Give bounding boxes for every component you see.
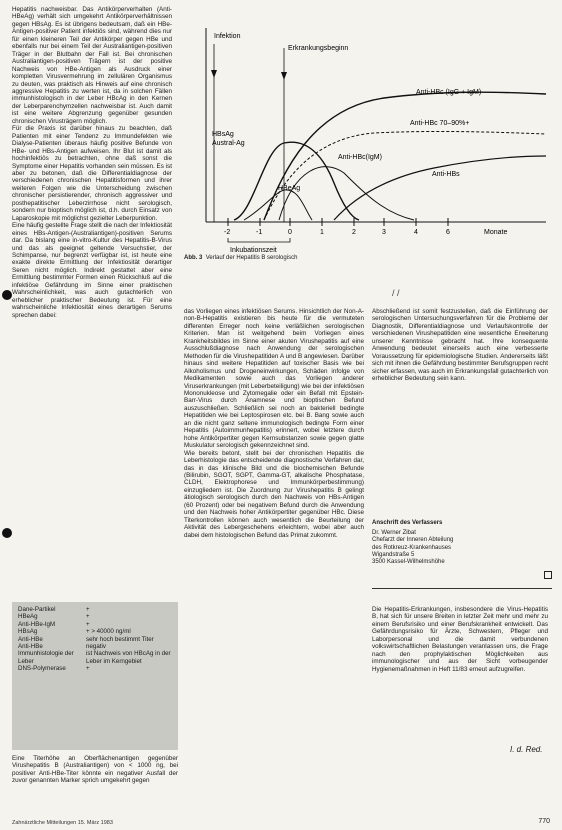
table-value: negativ <box>86 643 106 651</box>
paragraph: Hepatitis nachweisbar. Das Antikörperverhalten (Anti-HBeAg) verhält sich umgekehrt Antikörperverhältnissen gegen HBsAg. Es ist übrigens bedeutsam, daß ein HBe-Antigen-positiver Patient infektiös sind, während dies nur für einen kleineren Teil der Antikörper gegen HBe und ebenfalls nur bei einem Teil der Australiantigen-positiven Träger in der Blutbahn der Fall ist. Bei chronischen Australiantigen-positiven Trägern ist der positive Nachweis von HBe-Antigen als Ausdruck einer kompletten Virusvermehrung im zellulären Organismus zu deuten, was praktisch als Hinweis auf eine chronisch aggressive Hepatitis zu werten ist, da in solchen Fällen immunhistologisch in der Leber HBcAg in den Kernen der Leberparenchymzellen nachweisbar ist. Auch damit ist eine weitere Abgrenzung gegenüber gesunden chronischen Virusträgern möglich. <box>12 6 172 125</box>
divider <box>372 588 552 589</box>
author-line: Wigandstraße 5 <box>372 551 415 558</box>
anti-hbc-igm-curve <box>279 167 414 220</box>
table-key: Anti-HBe-IgM <box>18 620 56 628</box>
hbeag-curve <box>244 190 312 220</box>
label-erkrankungsbeginn: Erkrankungsbeginn <box>288 45 349 52</box>
caption-text: Verlauf der Hepatitis B serologisch <box>205 255 298 261</box>
table-row <box>12 621 178 628</box>
table-value: + <box>86 620 90 628</box>
table-key: Anti-HBe <box>18 643 43 651</box>
table-value: sehr hoch bestimmt Titer <box>86 635 154 643</box>
table-key: Immunhistologie der Leber <box>18 650 74 665</box>
tick-label: 1 <box>320 229 324 236</box>
author-line: 3500 Kassel-Wilhelmshöhe <box>372 559 445 566</box>
table-row <box>12 650 178 665</box>
arrow-icon <box>281 72 287 80</box>
table-value: + <box>86 665 90 673</box>
figure-caption <box>184 255 544 261</box>
table-value: + <box>86 606 90 613</box>
table-key: HBsAg <box>18 628 38 636</box>
table-value: + <box>86 613 90 621</box>
left-text-column <box>12 6 172 596</box>
middle-text-column <box>184 308 364 813</box>
arrow-icon <box>211 70 217 78</box>
table-key: Dane-Partikel <box>18 606 56 613</box>
tick-label: -2 <box>224 229 231 236</box>
end-mark-box <box>544 571 552 579</box>
editorial-note: Die Hepatitis-Erkrankungen, insbesondere die Virus-Hepatitis B, hat sich für unsere Breiten in letzter Zeit mehr und mehr zu einem Berufsrisiko und einer Berufskrankheit entwickelt. Das Gefährdungsrisiko für Ärzte, Schwestern, Pfleger und Laborpersonal und die damit verbundenen volkswirtschaftlichen Belastungen veranlassen uns, die Frage nach den prophylaktischen Möglichkeiten aus immunologischer und aus der Sicht vorbeugender Hygienemaßnahmen in Heft 11/83 erneut aufzugreifen. <box>372 606 548 673</box>
label-anti-hbs: Anti-HBs <box>432 171 460 178</box>
pen-mark: / / <box>392 288 400 298</box>
label-hbsag: HBsAg <box>212 131 234 138</box>
x-ticks <box>224 218 450 236</box>
label-hbeag: HBeAg <box>278 185 301 192</box>
anti-hbc-curve <box>264 92 546 220</box>
label-monate: Monate <box>484 229 508 236</box>
tick-label: 4 <box>414 229 418 236</box>
label-anti-hbc-igg-igm: Anti-HBc (IgG + IgM) <box>416 89 482 96</box>
label-anti-hbc-igm: Anti-HBc(IgM) <box>338 154 382 161</box>
label-infektion: Infektion <box>214 33 241 40</box>
caption-number: Abb. 3 <box>184 255 203 261</box>
marker-table <box>12 602 178 750</box>
table-row <box>12 665 178 672</box>
page-footer: Zahnärztliche Mitteilungen 15. März 1983 <box>12 820 113 826</box>
author-address <box>372 520 552 566</box>
punch-hole <box>2 290 12 300</box>
after-table-paragraph: Eine Titerhöhe an Oberflächenantigen gegenüber Virushepatitis B (Australiantigen) von < 1000 ng, bei positiver Anti-HBe-Titer könnte ein negativer Ausfall der zuvor genannten Marker sprich umgekehrt gegen <box>12 755 178 785</box>
author-heading: Anschrift des Verfassers <box>372 520 443 526</box>
tick-label: -1 <box>256 229 263 236</box>
table-key: HBeAg <box>18 613 38 621</box>
table-key: DNS-Polymerase <box>18 665 66 673</box>
tick-label: 2 <box>352 229 356 236</box>
paragraph: das Vorliegen eines infektiösen Serums. Hinsichtlich der Non-A-non-B-Hepatitis existieren bis heute für die vermuteten differenten Erreger noch keine verläßlichen serologischen Kriterien. Man ist weitgehend beim Vorliegen eines Krankheitsbildes im Sinne einer akuten Virushepatitis auf eine Ausschlußdiagnose nach Anwendung der serologischen Methoden für die Virushepatitiden A und B angewiesen. Darüber hinaus sind weitere Hepatitiden auf toxischer Basis wie bei Alkoholismus und Drogeneinwirkungen, Schäden infolge von Medikamenten sowie auch das Vorliegen anderer Viruserkrankungen (mit Leberbeteiligung) wie bei der infektiösen Mononukleose und Zytomegalie oder ein Befall mit Epstein-Barr-Virus durch Anamnese und bioptischen Befund auszuschließen. Schließlich sei noch an bakteriell bedingte Hepatitiden wie bei Leptospirosen etc. bei B. Bang sowie auch an die nicht ganz seltene immunologisch bedingte Form einer Hepatitis (Autoimmunhepatitis) erinnert, wobei letztere durch hohe Antikörpertiter gegen Kernsubstanzen sowie gegen glatte Muskulatur serologisch gekennzeichnet sind. <box>184 308 364 450</box>
punch-hole <box>2 528 12 538</box>
table-value: + > 40000 ng/ml <box>86 628 131 636</box>
paragraph: Eine häufig gestellte Frage stellt die nach der Infektiosität eines HBs-Antigen-(Australiantigen)-positiven Serums dar. Da bislang eine in-vitro-Kultur des Hepatitis-B-Virus und das als geeignet geltende Versuchstier, der Schimpanse, nur begrenzt verfügbar ist, ist heute eine exakte direkte Ermittlung der Infektiosität derartiger Seren nicht möglich. Indirekt gestattet aber eine Ermittlung bestimmter Formen einen Rückschluß auf die infektiöse Gefährdung im Sinne einer praktischen Wahrscheinlichkeit, was auch gutachterlich von erheblicher praktischer Bedeutung ist. Für eine wahrscheinliche Infektiosität eines derartigen Serums sprechen dabei: <box>12 222 172 319</box>
tick-label: 6 <box>446 229 450 236</box>
tick-label: 0 <box>288 229 292 236</box>
hepatitis-b-figure <box>184 8 554 270</box>
table-row <box>12 613 178 620</box>
table-row <box>12 643 178 650</box>
label-inkubationszeit: Inkubationszeit <box>230 247 277 254</box>
editor-signature: I. d. Red. <box>510 745 543 754</box>
incubation-bracket <box>228 238 290 242</box>
table-value: ist Nachweis von HBcAg in der Leber im Kerngebiet <box>86 650 171 665</box>
author-line: Dr. Werner Zibat <box>372 530 416 537</box>
figure-svg <box>184 8 554 258</box>
label-austral: Austral-Ag <box>212 140 245 147</box>
table-row <box>12 606 178 613</box>
author-line: Chefarzt der Inneren Abteilung <box>372 537 454 544</box>
table-key: Anti-HBe <box>18 635 43 643</box>
label-anti-hbc-70: Anti-HBc 70–90%+ <box>410 120 470 127</box>
anti-hbs-curve <box>334 156 546 220</box>
table-row <box>12 636 178 643</box>
table-row <box>12 628 178 635</box>
paragraph: Wie bereits betont, stellt bei der chronischen Hepatitis die Leberhistologie das entscheidende diagnostische Verfahren dar, das in das klinische Bild und die biochemischen Befunde (Bilirubin, SGOT, SGPT, Gamma-GT, alkalische Phosphatase, CLDH, Elektrophorese und Immunkörperbestimmung) einzugliedern ist. Die Zuordnung zur Virushepatitis B gelingt ätiologisch serologisch durch den Nachweis von HBs-Antigen (60 Prozent) oder bei negativem Befund durch die Anwendung und den Nachweis hoher Antikörpertiter gegenüber HBc. Diese Titerkontrollen können auch wesentlich die Beurteilung der Aktivität des Lebergeschehens erleichtern, wobei aber auch dabei dem histologischen Befund das Primat zukommt. <box>184 449 364 539</box>
right-text-column <box>372 308 548 458</box>
paragraph: Abschließend ist somit festzustellen, daß die Einführung der serologischen Untersuchungsverfahren für die Probleme der Diagnostik, Differentialdiagnose und Verlaufskontrolle der verschiedenen Virushepatitiden eine wesentliche Erweiterung unserer Kenntnisse gebracht hat. Ihre konsequente Anwendung bedeutet einerseits auch eine verbesserte Voraussetzung für epidemiologische Studien. Andererseits läßt sich mit ihnen die Gefährdung bestimmter Berufsgruppen recht sicher erfassen, was auch im Erkrankungsfall gutachterlich von erheblicher Bedeutung sein kann. <box>372 308 548 383</box>
author-line: des Rotkreuz-Krankenhauses <box>372 544 452 551</box>
tick-label: 3 <box>382 229 386 236</box>
page-number: 770 <box>538 818 550 825</box>
paragraph: Für die Praxis ist darüber hinaus zu beachten, daß Patienten mit einer Tendenz zu Immundefekten wie Dialyse-Patienten überaus häufig positive Befunde von HBe- und HBs-Antigen aufweisen. Ihr Blut ist damit als hochinfektiös zu betrachten, ohne daß sonst die Symptome einer Hepatitis vorhanden sein müssen. Es ist aber zu betonen, daß die Differentialdiagnose der verschiedenen chronischen Hepatitisformen und ihrer weiteren Folgen wie die Unterscheidung zwischen chronischer persistierender, chronisch aggressiver und posthepatitischer Leberzirrhose nicht serologisch, sondern nur bioptisch möglich ist, d.h. durch Einsatz von Laparoskopie mit möglichst gezielter Leberpunktion. <box>12 125 172 222</box>
